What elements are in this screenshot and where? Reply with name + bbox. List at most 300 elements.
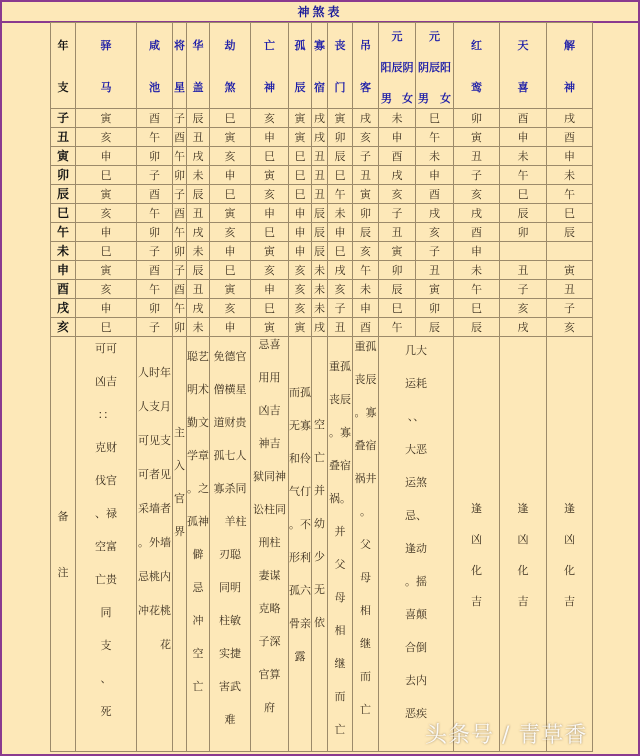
cell-diaoke: 戌 (353, 109, 379, 128)
cell-hongluan: 午 (454, 280, 500, 299)
note-line: 僻 (192, 548, 204, 561)
note-line: 凶 (517, 533, 529, 546)
header-jiesha: 劫 煞 (210, 23, 251, 109)
header-jiangxing: 将 星 (173, 23, 187, 109)
cell-huagai: 辰 (187, 109, 210, 128)
row-branch: 子 (51, 109, 76, 128)
note-line: 吉 (471, 595, 482, 608)
row-branch: 卯 (51, 166, 76, 185)
note-line: 叠宿 (354, 439, 377, 452)
cell-diaoke: 丑 (353, 166, 379, 185)
cell-tianxi: 酉 (500, 109, 547, 128)
cell-xianchi: 午 (137, 280, 173, 299)
note-line: 讼柱同 (253, 503, 286, 516)
note-line: 吉 (517, 595, 529, 608)
note-line: 相 (334, 624, 346, 637)
note-line: 丧辰 (329, 393, 351, 406)
note-line: 空 (192, 647, 204, 660)
note-sangmen (328, 337, 353, 752)
cell-xianchi: 子 (137, 166, 173, 185)
table-row (51, 242, 593, 261)
cell-yuanchen2: 申 (416, 166, 454, 185)
cell-hongluan: 辰 (454, 318, 500, 337)
cell-guchen: 巳 (289, 147, 312, 166)
row-branch: 戌 (51, 299, 76, 318)
cell-wangshen: 巳 (251, 299, 289, 318)
cell-jiangxing: 午 (173, 299, 187, 318)
note-line: 狱同神 (253, 470, 286, 483)
cell-sangmen: 戌 (328, 261, 353, 280)
cell-jieshen: 未 (547, 166, 593, 185)
table-row (51, 261, 593, 280)
cell-guchen: 亥 (289, 280, 312, 299)
cell-wangshen: 寅 (251, 242, 289, 261)
cell-yima: 巳 (76, 166, 137, 185)
note-line: 骨亲 (289, 617, 311, 630)
cell-yuanchen1: 戌 (379, 166, 416, 185)
note-diaoke (353, 337, 379, 752)
cell-huagai: 未 (187, 166, 210, 185)
note-line: 寡杀同 (213, 482, 247, 495)
cell-yuanchen2: 戌 (416, 204, 454, 223)
note-line: 学章 (187, 449, 209, 462)
cell-wangshen: 亥 (251, 261, 289, 280)
note-xianchi (137, 337, 173, 752)
note-line: 形利 (289, 551, 311, 564)
cell-yima: 申 (76, 223, 137, 242)
cell-xianchi: 酉 (137, 185, 173, 204)
note-jiangxing (173, 337, 187, 752)
cell-jieshen (547, 242, 593, 261)
cell-wangshen: 亥 (251, 185, 289, 204)
note-line: 运煞 (405, 476, 427, 489)
note-line: 冲花桃 (138, 604, 171, 617)
cell-jiangxing: 子 (173, 261, 187, 280)
cell-tianxi: 未 (500, 147, 547, 166)
note-line: 并 (314, 484, 325, 497)
note-line: 聪艺 (187, 350, 209, 363)
cell-guasu: 未 (312, 280, 328, 299)
note-line: 叠宿 (329, 459, 351, 472)
cell-yuanchen2: 未 (416, 147, 454, 166)
note-line: 孤神 (187, 515, 209, 528)
note-line: 主 (174, 426, 185, 439)
header-hongluan: 红 鸾 (454, 23, 500, 109)
note-line: 柱敏 (219, 614, 241, 627)
note-line: 亡贵 (95, 573, 117, 586)
note-line: 忌、 (405, 509, 427, 522)
note-line: 凶 (471, 533, 482, 546)
cell-tianxi: 子 (500, 280, 547, 299)
cell-jieshen: 亥 (547, 318, 593, 337)
cell-sangmen: 亥 (328, 280, 353, 299)
note-yima (76, 337, 137, 752)
table-row (51, 128, 593, 147)
cell-guasu: 丑 (312, 185, 328, 204)
note-line: 勤文 (187, 416, 209, 429)
note-line: 合倒 (405, 641, 427, 654)
note-line: 孤六 (289, 584, 311, 597)
cell-huagai: 未 (187, 318, 210, 337)
cell-jiesha: 亥 (210, 299, 251, 318)
note-line: 。之 (187, 482, 209, 495)
note-line: 刑柱 (258, 536, 281, 549)
note-line: 幼 (314, 517, 325, 530)
header-wangshen: 亡 神 (251, 23, 289, 109)
cell-hongluan: 丑 (454, 147, 500, 166)
table-row (51, 204, 593, 223)
cell-tianxi: 辰 (500, 204, 547, 223)
note-line: 重孤 (329, 360, 351, 373)
cell-jiesha: 申 (210, 166, 251, 185)
note-line: 难 (224, 713, 236, 726)
cell-jiangxing: 午 (173, 147, 187, 166)
note-line: 无 (314, 583, 325, 596)
cell-guchen: 巳 (289, 166, 312, 185)
note-line: 几大 (405, 344, 427, 357)
note-line: 逢 (517, 502, 529, 515)
cell-wangshen: 申 (251, 204, 289, 223)
note-jiesha (210, 337, 251, 752)
row-branch: 未 (51, 242, 76, 261)
note-line: 无寡 (289, 419, 311, 432)
cell-jiangxing: 卯 (173, 166, 187, 185)
cell-yuanchen2: 寅 (416, 280, 454, 299)
note-line: 继 (360, 637, 371, 650)
cell-tianxi: 午 (500, 166, 547, 185)
cell-guchen: 申 (289, 242, 312, 261)
cell-xianchi: 酉 (137, 109, 173, 128)
cell-huagai: 戌 (187, 223, 210, 242)
note-line: 孤七人 (213, 449, 247, 462)
cell-yima: 寅 (76, 109, 137, 128)
note-line: 忌喜 (258, 338, 281, 351)
note-line: 免德官 (213, 350, 247, 363)
note-line: 运耗 (405, 377, 427, 390)
note-line: 凶 (564, 533, 575, 546)
cell-guasu: 丑 (312, 166, 328, 185)
note-line: 。 (360, 505, 371, 518)
note-line: 刃聪 (219, 548, 241, 561)
note-line: 冲 (192, 614, 204, 627)
note-line: 道财贵 (213, 416, 247, 429)
cell-jiesha: 巳 (210, 261, 251, 280)
cell-huagai: 辰 (187, 261, 210, 280)
cell-jieshen: 午 (547, 185, 593, 204)
note-line: 神吉 (258, 437, 281, 450)
note-line: 空富 (95, 540, 117, 553)
cell-guchen: 寅 (289, 318, 312, 337)
note-line: 重孤 (354, 340, 377, 353)
cell-sangmen: 巳 (328, 242, 353, 261)
cell-jiangxing: 酉 (173, 204, 187, 223)
cell-guasu: 辰 (312, 204, 328, 223)
cell-jieshen: 申 (547, 147, 593, 166)
cell-tianxi (500, 242, 547, 261)
cell-jiangxing: 午 (173, 223, 187, 242)
note-guasu (312, 337, 328, 752)
cell-yima: 巳 (76, 242, 137, 261)
cell-yuanchen1: 子 (379, 204, 416, 223)
note-tianxi (500, 337, 547, 752)
cell-tianxi: 戌 (500, 318, 547, 337)
note-line: 逢动 (405, 542, 427, 555)
cell-guchen: 寅 (289, 128, 312, 147)
cell-sangmen: 未 (328, 204, 353, 223)
cell-hongluan: 申 (454, 242, 500, 261)
cell-yuanchen1: 卯 (379, 261, 416, 280)
cell-guasu: 辰 (312, 223, 328, 242)
note-line: 官算 (258, 668, 281, 681)
note-line: 父 (334, 558, 346, 571)
cell-sangmen: 申 (328, 223, 353, 242)
note-line: 可者见 (138, 468, 171, 481)
cell-yuanchen2: 子 (416, 242, 454, 261)
header-huagai: 华 盖 (187, 23, 210, 109)
table-title: 神煞表 (2, 2, 638, 23)
note-line: 露 (294, 650, 306, 663)
cell-huagai: 丑 (187, 128, 210, 147)
note-line: 喜颠 (405, 608, 427, 621)
row-branch: 亥 (51, 318, 76, 337)
cell-guasu: 戌 (312, 318, 328, 337)
cell-yima: 亥 (76, 128, 137, 147)
cell-huagai: 丑 (187, 204, 210, 223)
cell-yima: 申 (76, 147, 137, 166)
cell-sangmen: 卯 (328, 128, 353, 147)
note-line: 依 (314, 616, 325, 629)
note-line: 而 (334, 690, 346, 703)
note-line: 、禄 (95, 507, 117, 520)
cell-jieshen: 辰 (547, 223, 593, 242)
note-line: 克略 (258, 602, 281, 615)
cell-huagai: 戌 (187, 299, 210, 318)
cell-diaoke: 亥 (353, 128, 379, 147)
header-xianchi: 咸 池 (137, 23, 173, 109)
note-line: 气仃 (289, 485, 311, 498)
cell-sangmen: 辰 (328, 147, 353, 166)
cell-yuanchen1: 午 (379, 318, 416, 337)
cell-yima: 巳 (76, 318, 137, 337)
cell-huagai: 辰 (187, 185, 210, 204)
note-line: 忌 (192, 581, 204, 594)
note-line: 伐官 (95, 474, 117, 487)
row-branch: 申 (51, 261, 76, 280)
note-line: 人支月 (138, 400, 171, 413)
cell-sangmen: 巳 (328, 166, 353, 185)
cell-guasu: 未 (312, 261, 328, 280)
note-line: 可见支 (138, 434, 171, 447)
cell-jiesha: 巳 (210, 185, 251, 204)
cell-jiangxing: 卯 (173, 242, 187, 261)
table-row (51, 109, 593, 128)
note-line: 官 (174, 492, 185, 505)
note-line: 化 (517, 564, 529, 577)
note-line: 大恶 (405, 443, 427, 456)
cell-wangshen: 巳 (251, 147, 289, 166)
note-line: 害武 (219, 680, 241, 693)
cell-guchen: 申 (289, 223, 312, 242)
cell-jiesha: 寅 (210, 280, 251, 299)
cell-huagai: 戌 (187, 147, 210, 166)
cell-sangmen: 子 (328, 299, 353, 318)
watermark: 头条号 / 青草香 (425, 723, 588, 748)
header-diaoke: 吊 客 (353, 23, 379, 109)
table-row (51, 318, 593, 337)
note-huagai (187, 337, 210, 752)
note-line: 吉 (564, 595, 575, 608)
note-line: 父 (360, 538, 371, 551)
cell-yuanchen2: 辰 (416, 318, 454, 337)
note-line: 采墙者 (138, 502, 171, 515)
table-row (51, 280, 593, 299)
cell-wangshen: 寅 (251, 166, 289, 185)
note-wangshen (251, 337, 289, 752)
note-line: 化 (471, 564, 482, 577)
note-yuanchen (379, 337, 454, 752)
note-line: 凶吉 (95, 375, 117, 388)
cell-yuanchen1: 申 (379, 128, 416, 147)
shensha-table (50, 22, 593, 752)
cell-hongluan: 戌 (454, 204, 500, 223)
note-hongluan (454, 337, 500, 752)
cell-yuanchen1: 亥 (379, 185, 416, 204)
cell-jieshen: 戌 (547, 109, 593, 128)
cell-jiesha: 寅 (210, 204, 251, 223)
note-line: 人时年 (138, 366, 171, 379)
cell-jiesha: 巳 (210, 109, 251, 128)
note-guchen (289, 337, 312, 752)
cell-tianxi: 亥 (500, 299, 547, 318)
cell-jiesha: 亥 (210, 147, 251, 166)
note-line: 妻谋 (258, 569, 281, 582)
cell-yuanchen1: 丑 (379, 223, 416, 242)
cell-diaoke: 亥 (353, 242, 379, 261)
cell-xianchi: 子 (137, 242, 173, 261)
notes-row (51, 337, 593, 752)
cell-jiangxing: 子 (173, 109, 187, 128)
cell-hongluan: 子 (454, 166, 500, 185)
cell-wangshen: 寅 (251, 318, 289, 337)
note-line: 祸。 (329, 492, 351, 505)
cell-hongluan: 寅 (454, 128, 500, 147)
row-branch: 午 (51, 223, 76, 242)
cell-tianxi: 卯 (500, 223, 547, 242)
cell-jieshen: 子 (547, 299, 593, 318)
cell-tianxi: 丑 (500, 261, 547, 280)
cell-hongluan: 卯 (454, 109, 500, 128)
table-row (51, 185, 593, 204)
note-line: 并 (334, 525, 346, 538)
header-row (51, 23, 593, 109)
row-branch: 酉 (51, 280, 76, 299)
cell-guasu: 未 (312, 299, 328, 318)
cell-xianchi: 子 (137, 318, 173, 337)
note-line: 空 (314, 418, 325, 431)
table-row (51, 223, 593, 242)
cell-wangshen: 申 (251, 128, 289, 147)
note-line: 亡 (334, 723, 346, 736)
cell-yuanchen2: 亥 (416, 223, 454, 242)
cell-yuanchen2: 卯 (416, 299, 454, 318)
cell-jiangxing: 酉 (173, 128, 187, 147)
cell-huagai: 未 (187, 242, 210, 261)
cell-huagai: 丑 (187, 280, 210, 299)
cell-yima: 亥 (76, 280, 137, 299)
note-line: 亡 (192, 680, 204, 693)
header-guchen: 孤 辰 (289, 23, 312, 109)
note-line: 和伶 (289, 452, 311, 465)
note-line: 。外墙 (138, 536, 171, 549)
header-yuanchen-yangnan-yinnv: 元 阳辰阴 男 女 (379, 23, 416, 109)
note-line: 而 (360, 670, 371, 683)
note-line: 府 (264, 701, 275, 714)
cell-guchen: 寅 (289, 109, 312, 128)
note-line: 界 (174, 525, 185, 538)
note-line: 恶疾 (405, 707, 427, 720)
note-line: 母 (334, 591, 346, 604)
cell-jiesha: 亥 (210, 223, 251, 242)
note-line: 用用 (258, 371, 281, 384)
cell-xianchi: 卯 (137, 299, 173, 318)
note-line: 明术 (187, 383, 209, 396)
note-line: 凶吉 (258, 404, 281, 417)
note-line: 羊柱 (213, 515, 247, 528)
note-line: 丧辰 (354, 373, 377, 386)
header-tianxi: 天 喜 (500, 23, 547, 109)
note-line: 支 (100, 639, 112, 652)
note-line: 同明 (219, 581, 241, 594)
row-branch: 丑 (51, 128, 76, 147)
cell-yima: 亥 (76, 204, 137, 223)
note-line: 花 (138, 638, 171, 651)
notes-label: 备 注 (51, 337, 76, 752)
cell-jieshen: 巳 (547, 204, 593, 223)
header-guasu: 寡 宿 (312, 23, 328, 109)
cell-wangshen: 申 (251, 280, 289, 299)
cell-yima: 寅 (76, 261, 137, 280)
cell-yuanchen1: 辰 (379, 280, 416, 299)
table-row (51, 147, 593, 166)
cell-xianchi: 午 (137, 128, 173, 147)
row-branch: 巳 (51, 204, 76, 223)
cell-hongluan: 巳 (454, 299, 500, 318)
note-line: 母 (360, 571, 371, 584)
cell-diaoke: 申 (353, 299, 379, 318)
note-line: 。寡 (354, 406, 377, 419)
cell-diaoke: 酉 (353, 318, 379, 337)
cell-yuanchen1: 酉 (379, 147, 416, 166)
note-line: 。不 (289, 518, 311, 531)
note-line: 而孤 (289, 386, 311, 399)
cell-guchen: 申 (289, 204, 312, 223)
cell-jiesha: 申 (210, 242, 251, 261)
cell-sangmen: 寅 (328, 109, 353, 128)
cell-yuanchen2: 午 (416, 128, 454, 147)
cell-yuanchen1: 未 (379, 109, 416, 128)
cell-xianchi: 酉 (137, 261, 173, 280)
cell-jiesha: 寅 (210, 128, 251, 147)
cell-guchen: 巳 (289, 185, 312, 204)
cell-yima: 申 (76, 299, 137, 318)
cell-xianchi: 午 (137, 204, 173, 223)
cell-yuanchen1: 寅 (379, 242, 416, 261)
note-line: 入 (174, 459, 185, 472)
cell-tianxi: 申 (500, 128, 547, 147)
note-line: 化 (564, 564, 575, 577)
cell-yuanchen1: 巳 (379, 299, 416, 318)
cell-yuanchen2: 巳 (416, 109, 454, 128)
